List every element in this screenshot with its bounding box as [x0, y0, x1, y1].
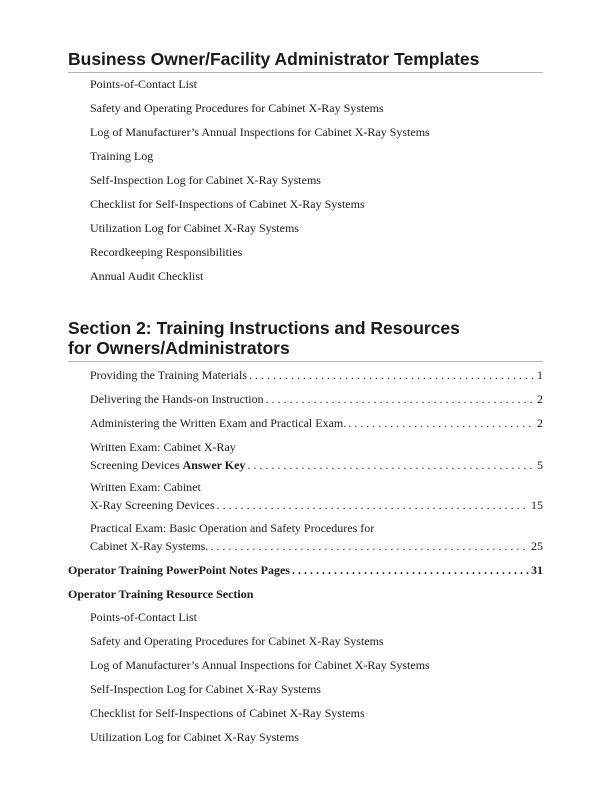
list-item: Utilization Log for Cabinet X-Ray Systems: [90, 221, 299, 235]
resource-section-title: Operator Training Resource Section: [68, 587, 254, 601]
toc-leader: [292, 561, 529, 579]
toc-page-number: 2: [537, 416, 543, 430]
toc-leader: [348, 414, 535, 432]
toc-entry-powerpoint[interactable]: [68, 561, 543, 579]
toc-page-number: 1: [537, 368, 543, 382]
section-2-rule: [68, 361, 543, 362]
section-1-title: Business Owner/Facility Administrator Templates: [68, 49, 480, 69]
section-2-title: [68, 318, 542, 358]
list-item: Log of Manufacturer’s Annual Inspections for Cabinet X-Ray Systems: [90, 125, 430, 139]
toc-entry-text-line2: X-Ray Screening Devices: [90, 498, 215, 512]
toc-entry[interactable]: [90, 478, 543, 514]
toc-page-number: 25: [531, 539, 543, 553]
toc-leader: [210, 537, 529, 555]
list-item: Log of Manufacturer’s Annual Inspections for Cabinet X-Ray Systems: [90, 658, 430, 672]
list-item: Training Log: [90, 149, 154, 163]
toc-entry-text: Delivering the Hands-on Instruction: [90, 392, 264, 406]
list-item: Self-Inspection Log for Cabinet X-Ray Systems: [90, 682, 321, 696]
toc-page-number: 31: [531, 563, 543, 577]
toc-entry[interactable]: [90, 390, 543, 408]
list-item: Recordkeeping Responsibilities: [90, 245, 243, 259]
toc-entry-text-line2: Cabinet X-Ray Systems.: [90, 539, 209, 553]
list-item: Self-Inspection Log for Cabinet X-Ray Systems: [90, 173, 321, 187]
toc-entry-text-line1: Practical Exam: Basic Operation and Safety Procedures for: [90, 521, 375, 535]
toc-page-number: 15: [531, 498, 543, 512]
section-2-title-line1: Section 2: Training Instructions and Resources: [68, 318, 460, 338]
toc-entry-text: Operator Training PowerPoint Notes Pages: [68, 563, 290, 577]
toc-entry[interactable]: [90, 366, 543, 384]
toc-entry[interactable]: [90, 519, 543, 555]
toc-page-number: 2: [537, 392, 543, 406]
section-2-title-line2: for Owners/Administrators: [68, 338, 290, 358]
toc-entry-text-line1: Written Exam: Cabinet: [90, 480, 201, 494]
toc-entry-text: Providing the Training Materials: [90, 368, 247, 382]
list-item: Points-of-Contact List: [90, 77, 197, 91]
list-item: Checklist for Self-Inspections of Cabinet X-Ray Systems: [90, 706, 365, 720]
section-1-rule: [68, 72, 543, 73]
toc-entry[interactable]: [90, 438, 543, 474]
toc-entry-text-part: Screening Devices: [90, 458, 183, 472]
list-item: Utilization Log for Cabinet X-Ray Systems: [90, 730, 299, 744]
toc-entry[interactable]: [90, 414, 543, 432]
toc-leader: [249, 366, 535, 384]
answer-key-label: Answer Key: [182, 458, 246, 472]
list-item: Points-of-Contact List: [90, 610, 197, 624]
toc-leader: [247, 456, 535, 474]
list-item: Safety and Operating Procedures for Cabinet X-Ray Systems: [90, 634, 384, 648]
toc-entry-text: Administering the Written Exam and Practical Exam.: [90, 416, 347, 430]
toc-entry-text-line1: Written Exam: Cabinet X-Ray: [90, 440, 236, 454]
list-item: Annual Audit Checklist: [90, 269, 204, 283]
toc-page-number: 5: [537, 458, 543, 472]
toc-leader: [266, 390, 535, 408]
toc-leader: [217, 496, 529, 514]
list-item: Safety and Operating Procedures for Cabinet X-Ray Systems: [90, 101, 384, 115]
list-item: Checklist for Self-Inspections of Cabinet X-Ray Systems: [90, 197, 365, 211]
toc-entry-text-line2: [90, 456, 245, 474]
